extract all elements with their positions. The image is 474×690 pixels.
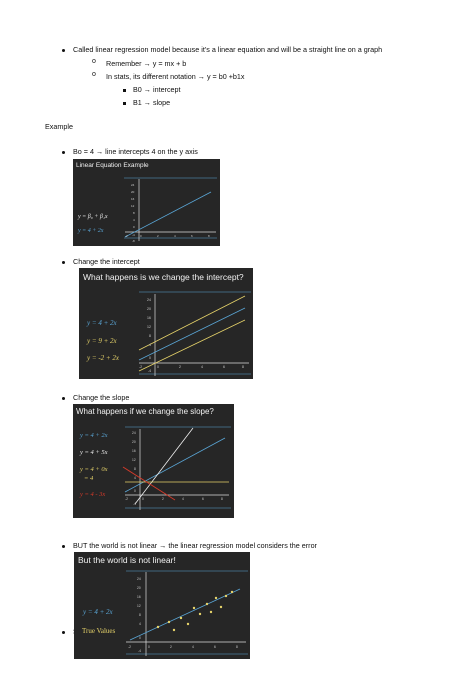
tick-label: 6 — [223, 365, 225, 369]
equation: y = β₀ + β₁x — [78, 214, 108, 220]
figure-linear-equation-example — [73, 159, 220, 246]
tick-label: -4 — [132, 233, 135, 237]
note-line: Bo = 4 → line intercepts 4 on the y axis — [73, 147, 198, 156]
figure-title: But the world is not linear! — [78, 555, 176, 565]
equation: = 4 — [84, 475, 94, 482]
data-point — [193, 607, 195, 609]
tick-label: 6 — [214, 645, 216, 649]
note-line: Remember → y = mx + b — [106, 59, 187, 68]
bullet — [62, 397, 65, 400]
equation: y = 9 + 2x — [87, 337, 117, 345]
tick-label: 12 — [132, 458, 136, 462]
tick-label: -2 — [125, 497, 128, 501]
equation: y = 4 + 2x — [80, 432, 108, 439]
equation: y = -2 + 2x — [87, 354, 119, 362]
tick-label: 20 — [132, 440, 136, 444]
tick-label: 8 — [133, 211, 135, 215]
tick-label: 12 — [137, 604, 141, 608]
data-point — [157, 626, 159, 628]
data-point — [231, 591, 233, 593]
figure-title: What happens is we change the intercept? — [83, 272, 244, 282]
tick-label: 0 — [134, 489, 136, 493]
tick-label: 4 — [174, 234, 176, 238]
data-point — [220, 606, 222, 608]
tick-label: 24 — [147, 298, 151, 302]
tick-label: -4 — [148, 369, 152, 373]
tick-label: 0 — [157, 365, 159, 369]
plot-area — [73, 159, 220, 246]
tick-label: 8 — [208, 234, 210, 238]
circle-bullet: o — [92, 71, 96, 78]
tick-label: 20 — [131, 190, 135, 194]
note-line: Change the intercept — [73, 257, 140, 266]
square-bullet — [123, 89, 126, 92]
tick-label: 2 — [157, 234, 159, 238]
figure-change-slope — [73, 404, 234, 518]
equation: y = 4 + 2x — [87, 319, 117, 327]
tick-label: 8 — [134, 467, 136, 471]
tick-label: 4 — [134, 476, 136, 480]
figure-change-intercept — [79, 268, 253, 379]
tick-label: 12 — [147, 325, 151, 329]
bullet — [62, 49, 65, 52]
note-line: Called linear regression model because it’s a linear equation and will be a straight line on a graph — [73, 45, 383, 54]
square-bullet — [123, 102, 126, 105]
bullet — [62, 151, 65, 154]
tick-label: 24 — [137, 577, 141, 581]
tick-label: 24 — [132, 431, 136, 435]
tick-label: 4 — [139, 622, 141, 626]
equation: y = 4 + 0x — [80, 466, 108, 473]
tick-label: 12 — [131, 204, 135, 208]
data-point — [206, 603, 208, 605]
tick-label: -4 — [138, 649, 141, 653]
tick-label: 4 — [192, 645, 194, 649]
tick-label: 0 — [140, 234, 142, 238]
data-point — [187, 623, 189, 625]
tick-label: 0 — [142, 497, 144, 501]
bullet — [62, 545, 65, 548]
tick-label: 8 — [236, 645, 238, 649]
tick-label: 8 — [221, 497, 223, 501]
data-point — [168, 621, 170, 623]
data-point — [173, 629, 175, 631]
example-heading: Example — [45, 122, 73, 131]
figure-title: Linear Equation Example — [76, 162, 149, 169]
data-point — [215, 597, 217, 599]
equation: y = 4 + 2x — [78, 228, 104, 234]
tick-label: -8 — [132, 239, 135, 243]
note-line: B1 → slope — [133, 98, 171, 107]
tick-label: -2 — [139, 365, 143, 369]
note-line: BUT the world is not linear → the linear regression model considers the error — [73, 541, 317, 550]
equation: y = 4 - 3x — [80, 491, 106, 498]
tick-label: 24 — [131, 183, 135, 187]
note-line: Change the slope — [73, 393, 130, 402]
tick-label: -2 — [128, 645, 131, 649]
tick-label: 8 — [139, 613, 141, 617]
tick-label: 16 — [137, 595, 141, 599]
plot-area — [74, 552, 250, 659]
note-line: B0 → intercept — [133, 85, 181, 94]
figure-world-not-linear — [74, 552, 250, 659]
tick-label: 2 — [170, 645, 172, 649]
tick-label: 0 — [149, 356, 151, 360]
data-point — [210, 611, 212, 613]
data-point — [225, 595, 227, 597]
tick-label: 4 — [201, 365, 203, 369]
tick-label: 4 — [133, 218, 135, 222]
data-point — [180, 617, 182, 619]
plot-area — [73, 404, 234, 518]
tick-label: 16 — [147, 316, 151, 320]
tick-label: 2 — [162, 497, 164, 501]
tick-label: 4 — [182, 497, 184, 501]
circle-bullet: o — [92, 58, 96, 65]
tick-label: -4 — [133, 502, 136, 506]
tick-label: 2 — [179, 365, 181, 369]
tick-label: 6 — [202, 497, 204, 501]
tick-label: 20 — [147, 307, 151, 311]
bullet — [62, 261, 65, 264]
note-line: In stats, its different notation → y = b0 +b1x — [106, 72, 245, 81]
tick-label: 0 — [133, 225, 135, 229]
tick-label: 8 — [149, 334, 151, 338]
tick-label: 4 — [149, 343, 151, 347]
tick-label: 6 — [191, 234, 193, 238]
equation: y = 4 + 5x — [80, 449, 108, 456]
tick-label: -2 — [125, 234, 128, 238]
data-point — [199, 613, 201, 615]
tick-label: 20 — [137, 586, 141, 590]
plot-area — [79, 268, 253, 379]
tick-label: 0 — [148, 645, 150, 649]
tick-label: 8 — [242, 365, 244, 369]
equation: y = 4 + 2x — [83, 608, 113, 616]
figure-title: What happens if we change the slope? — [76, 407, 214, 416]
tick-label: 0 — [139, 636, 141, 640]
tick-label: 16 — [132, 449, 136, 453]
tick-label: 16 — [131, 197, 135, 201]
label: True Values — [82, 627, 116, 635]
bullet — [62, 631, 65, 634]
